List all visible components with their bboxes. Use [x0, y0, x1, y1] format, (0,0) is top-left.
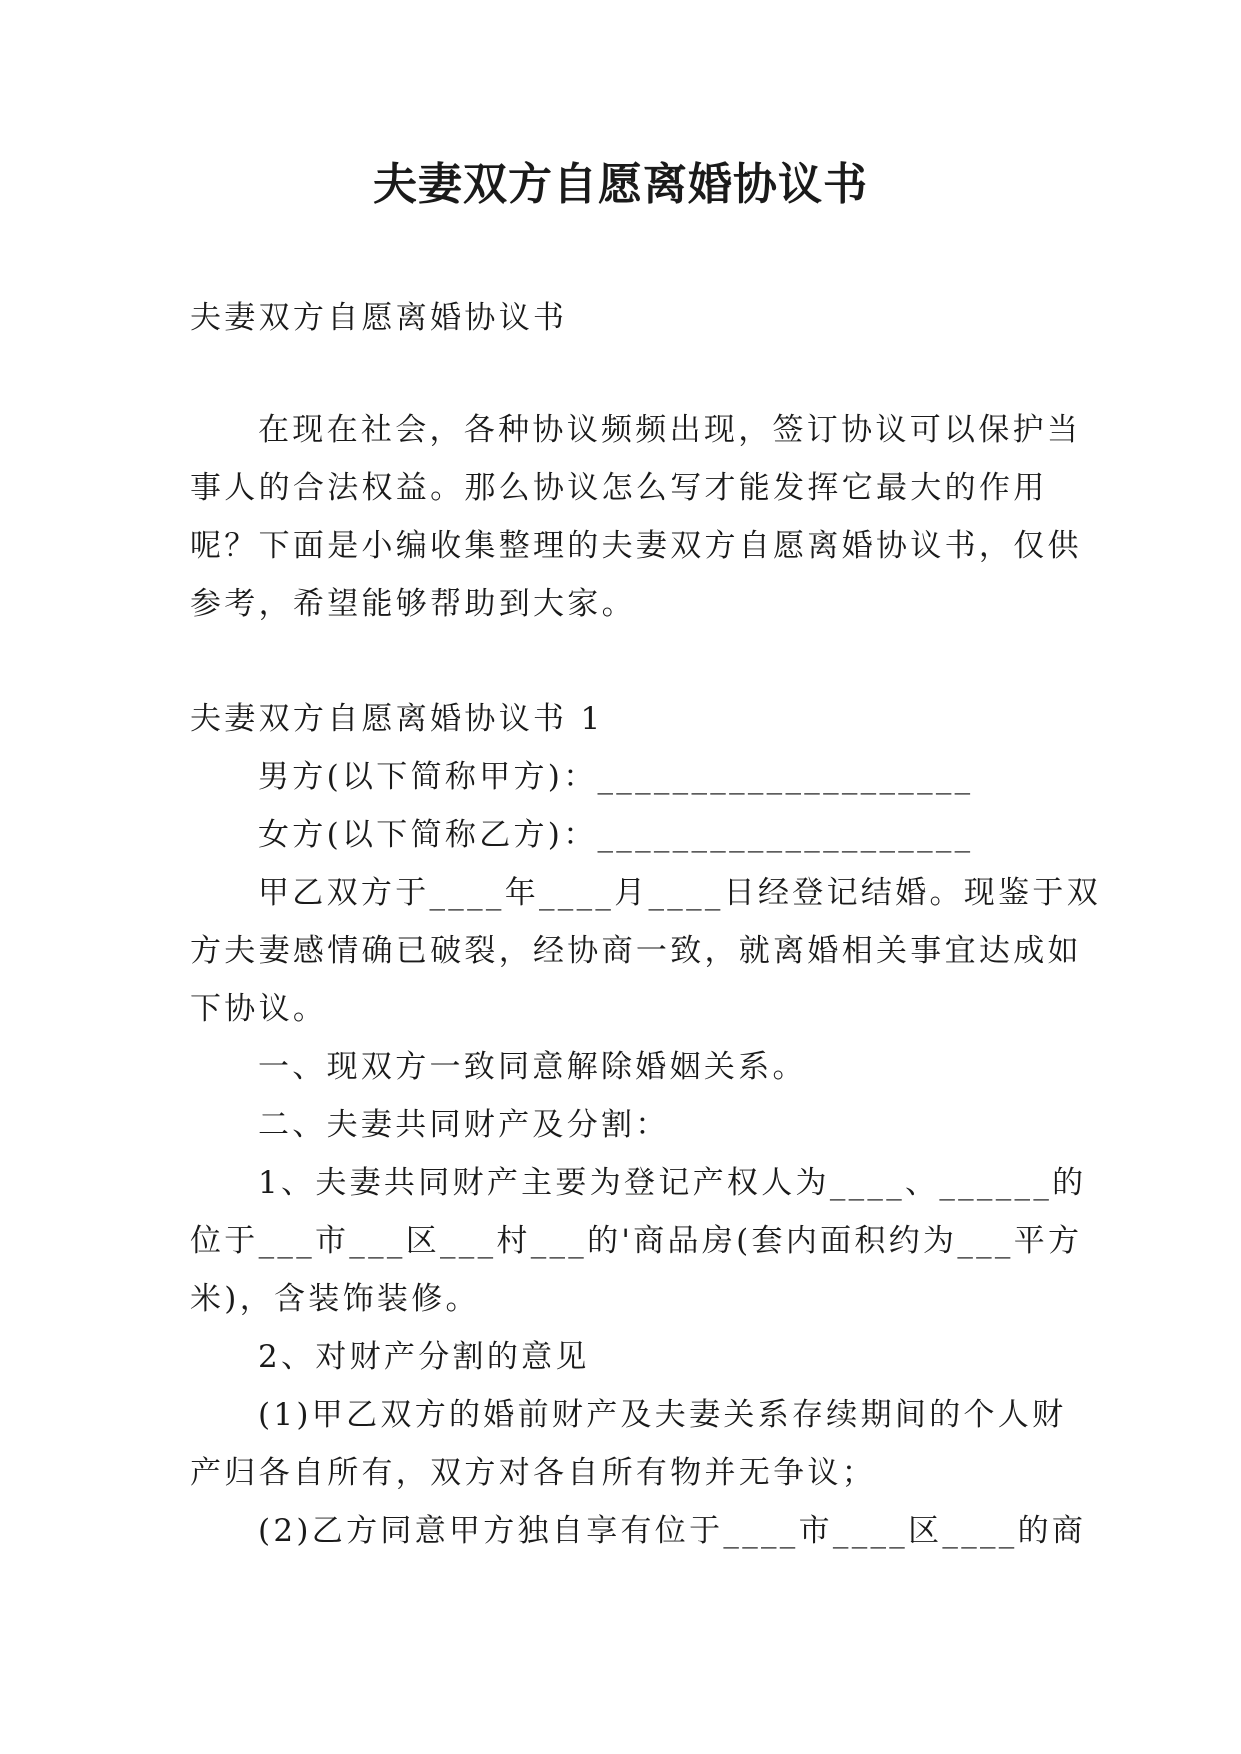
- section-heading: 夫妻双方自愿离婚协议书 1: [190, 701, 604, 737]
- property-line-1: 1、夫妻共同财产主要为登记产权人为____、______的: [258, 1165, 1087, 1201]
- preamble-line-1: 甲乙双方于____年____月____日经登记结婚。现鉴于双: [258, 875, 1101, 911]
- clause-2-heading: 二、夫妻共同财产及分割：: [258, 1107, 670, 1143]
- division-item-2-line-1: (2)乙方同意甲方独自享有位于____市____区____的商: [258, 1513, 1087, 1549]
- party-a-line: 男方(以下简称甲方)：____________________: [258, 759, 974, 795]
- intro-line-1: 在现在社会，各种协议频频出现，签订协议可以保护当: [258, 412, 1082, 448]
- property-line-2: 位于___市___区___村___的'商品房(套内面积约为___平方: [190, 1223, 1083, 1259]
- preamble-line-2: 方夫妻感情确已破裂，经协商一致，就离婚相关事宜达成如: [190, 933, 1082, 969]
- division-item-1-line-1: (1)甲乙双方的婚前财产及夫妻关系存续期间的个人财: [258, 1397, 1067, 1433]
- clause-1: 一、现双方一致同意解除婚姻关系。: [258, 1049, 807, 1085]
- division-heading: 2、对财产分割的意见: [258, 1339, 590, 1375]
- intro-line-2: 事人的合法权益。那么协议怎么写才能发挥它最大的作用: [190, 470, 1048, 506]
- property-line-3: 米)，含装饰装修。: [190, 1281, 480, 1317]
- intro-line-4: 参考，希望能够帮助到大家。: [190, 586, 636, 622]
- preamble-line-3: 下协议。: [190, 991, 328, 1027]
- division-item-1-line-2: 产归各自所有，双方对各自所有物并无争议；: [190, 1455, 876, 1491]
- subtitle: 夫妻双方自愿离婚协议书: [190, 300, 568, 336]
- party-b-line: 女方(以下简称乙方)：____________________: [258, 817, 974, 853]
- document-title: 夫妻双方自愿离婚协议书: [373, 159, 868, 210]
- intro-line-3: 呢？下面是小编收集整理的夫妻双方自愿离婚协议书，仅供: [190, 528, 1082, 564]
